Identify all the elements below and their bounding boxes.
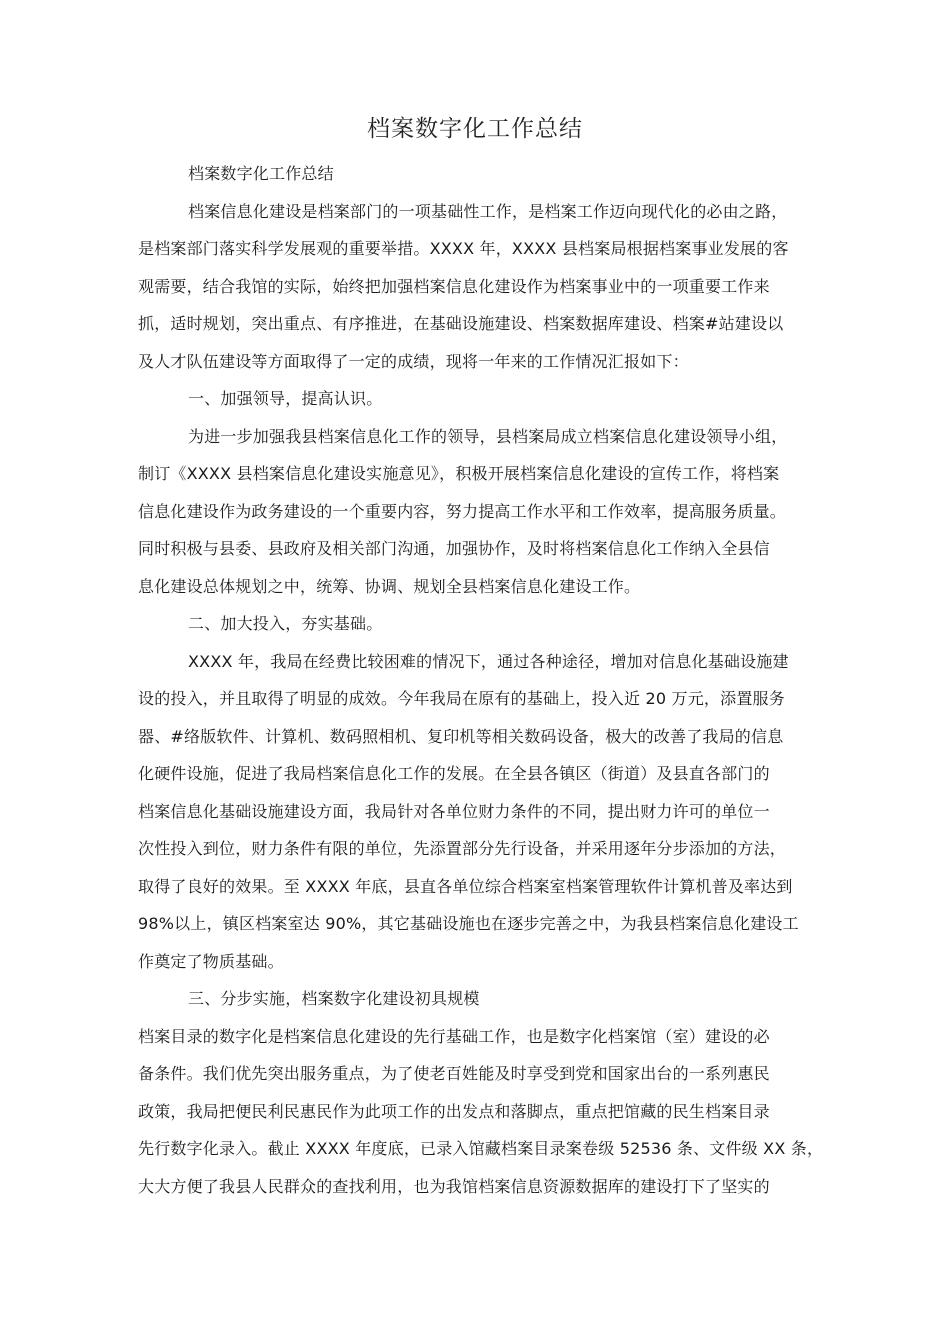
section2-line: 器、#络版软件、计算机、数码照相机、复印机等相关数码设备，极大的改善了我局的信息 (138, 726, 784, 746)
intro-line: 档案信息化建设是档案部门的一项基础性工作，是档案工作迈向现代化的必由之路， (188, 201, 788, 221)
section2-line: 次性投入到位，财力条件有限的单位，先添置部分先行设备，并采用逐年分步添加的方法， (138, 839, 787, 858)
section2-heading: 二、加大投入，夯实基础。 (188, 614, 383, 633)
section2-line: 设的投入，并且取得了明显的成效。今年我局在原有的基础上，投入近 20 万元，添置服务 (138, 689, 785, 708)
intro-line: 是档案部门落实科学发展观的重要举措。XXXX 年，XXXX 县档案局根据档案事业发展的客 (138, 239, 789, 258)
section1-line: 同时积极与县委、县政府及相关部门沟通，加强协作，及时将档案信息化工作纳入全县信 (138, 539, 770, 558)
section2-line: 98%以上，镇区档案室达 90%，其它基础设施也在逐步完善之中，为我县档案信息化建设工 (138, 914, 799, 933)
section1-line: 息化建设总体规划之中，统筹、协调、规划全县档案信息化建设工作。 (138, 576, 641, 596)
section3-line: 备条件。我们优先突出服务重点，为了使老百姓能及时享受到党和国家出台的一系列惠民 (138, 1064, 770, 1083)
section2-line: 化硬件设施，促进了我局档案信息化工作的发展。在全县各镇区（街道）及县直各部门的 (138, 764, 770, 783)
document-body (138, 155, 838, 1205)
intro-line: 抓，适时规划，突出重点、有序推进，在基础设施建设、档案数据库建设、档案#站建设以 (138, 314, 784, 333)
section1-line: 为进一步加强我县档案信息化工作的领导，县档案局成立档案信息化建设领导小组， (188, 426, 788, 446)
section2-line: XXXX 年，我局在经费比较困难的情况下，通过各种途径，增加对信息化基础设施建 (188, 651, 789, 671)
section2-line: 档案信息化基础设施建设方面，我局针对各单位财力条件的不同，提出财力许可的单位一 (138, 801, 770, 821)
section3-line: 档案目录的数字化是档案信息化建设的先行基础工作，也是数字化档案馆（室）建设的必 (138, 1026, 770, 1046)
section3-line: 先行数字化录入。截止 XXXX 年度底，已录入馆藏档案目录案卷级 52536 条、文件级 XX 条， (138, 1139, 824, 1158)
intro-line: 及人才队伍建设等方面取得了一定的成绩，现将一年来的工作情况汇报如下： (138, 351, 689, 371)
intro-line: 观需要，结合我馆的实际，始终把加强档案信息化建设作为档案事业中的一项重要工作来 (138, 276, 770, 296)
section3-line: 政策，我局把便民利民惠民作为此项工作的出发点和落脚点，重点把馆藏的民生档案目录 (138, 1101, 770, 1121)
section1-line: 信息化建设作为政务建设的一个重要内容，努力提高工作水平和工作效率，提高服务质量。 (138, 501, 787, 521)
document-title: 档案数字化工作总结 (367, 116, 583, 142)
subtitle: 档案数字化工作总结 (188, 164, 334, 183)
section2-line: 取得了良好的效果。至 XXXX 年底，县直各单位综合档案室档案管理软件计算机普及率达到 (138, 876, 793, 896)
section2-line: 作奠定了物质基础。 (138, 951, 284, 971)
section1-heading: 一、加强领导，提高认识。 (188, 389, 383, 408)
section3-line: 大大方便了我县人民群众的查找利用，也为我馆档案信息资源数据库的建设打下了坚实的 (138, 1176, 770, 1196)
section1-line: 制订《XXXX 县档案信息化建设实施意见》，积极开展档案信息化建设的宣传工作，将档案 (138, 464, 780, 483)
section3-heading: 三、分步实施，档案数字化建设初具规模 (188, 989, 480, 1008)
